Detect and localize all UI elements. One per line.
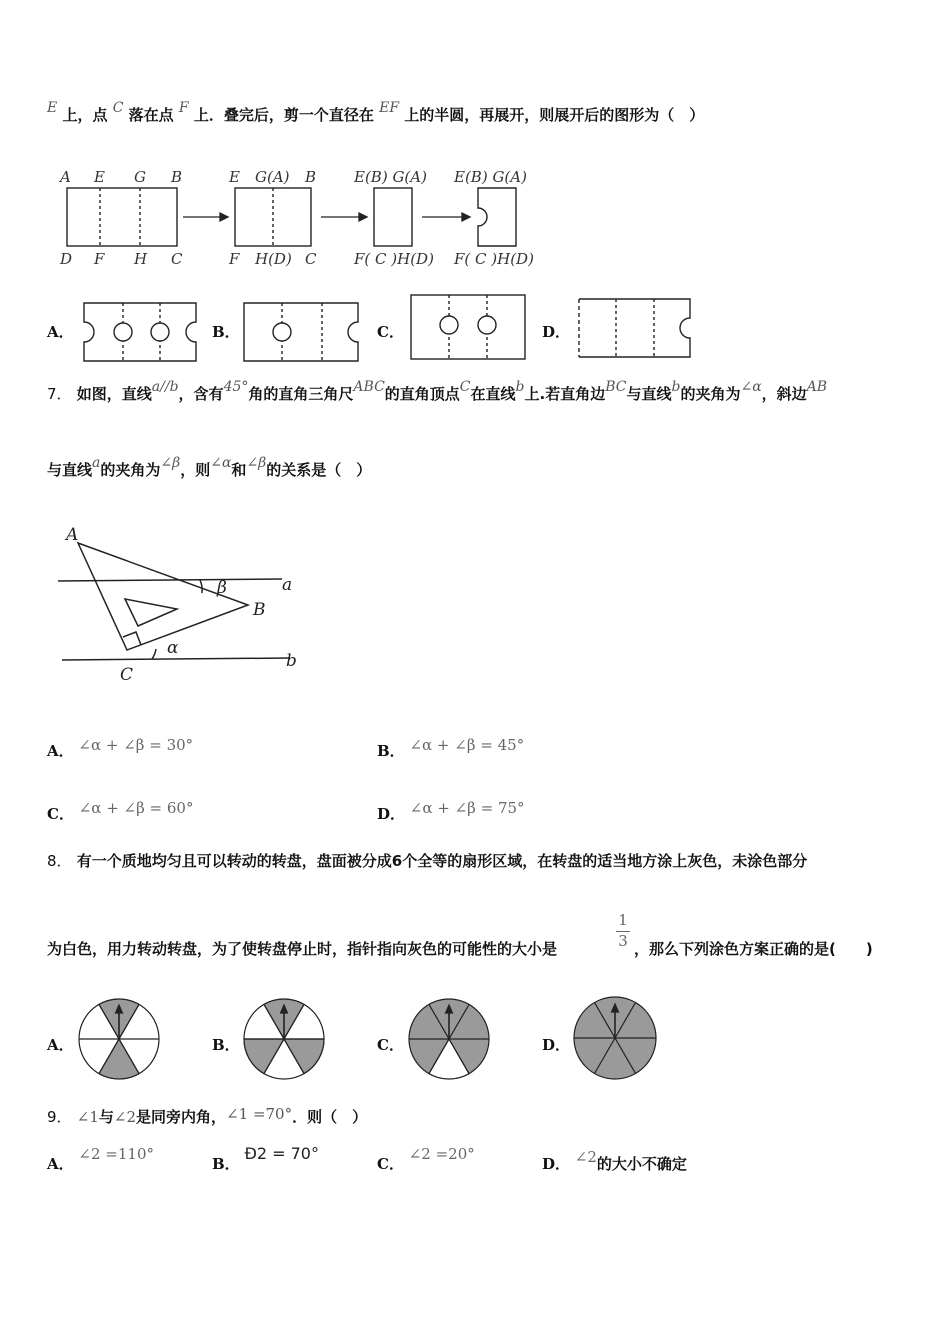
q7-triangle-figure [50, 520, 310, 685]
q7-text: 的关系是（ ） [266, 461, 372, 479]
fold-arrowhead-2 [359, 213, 367, 221]
fold-label-d: D [60, 250, 73, 268]
fold-arrowhead-1 [220, 213, 228, 221]
line-a [58, 579, 282, 581]
q7-math-bc: BC [605, 379, 627, 395]
fold-label-c: C [171, 250, 183, 268]
q9-option-c-label: C． [377, 1155, 404, 1173]
q7-option-d-expr: ∠α + ∠β = 75° [409, 799, 525, 817]
q9-option-a-label: A． [47, 1155, 74, 1173]
beta-label: β [217, 578, 227, 598]
q7-math-alpha: ∠α [740, 379, 762, 395]
vertex-b-label: B [253, 600, 266, 620]
q9-option-d[interactable] [542, 1148, 687, 1174]
q9-angle-1: ∠1 [76, 1108, 99, 1126]
q8-stem-line-2 [47, 938, 557, 959]
q7-math-alpha: ∠α [210, 455, 232, 471]
q9-option-c-expr: ∠2 =20° [408, 1145, 475, 1163]
fold-label-f: F [94, 250, 105, 268]
q8-option-a-spinner[interactable] [77, 997, 161, 1081]
q8-option-c-spinner[interactable] [407, 997, 491, 1081]
q6-point-e: E [47, 100, 58, 116]
q6-option-a-figure[interactable] [78, 300, 204, 364]
q6-option-d-label: D． [542, 323, 571, 341]
fold-label-b: B [171, 168, 183, 186]
right-angle-mark [123, 632, 141, 645]
q9-text: 是同旁内角， [136, 1108, 227, 1126]
fold-step-4-cut-shape [478, 188, 516, 246]
q9-angle-2: ∠2 [113, 1108, 137, 1126]
q6-text-4: 上的半圆，再展开，则展开后的图形为（ ） [404, 106, 705, 124]
line-b-label: b [286, 651, 297, 671]
fold-step-3-rect [374, 188, 412, 246]
triangle-inner-hole [125, 599, 177, 626]
fold-label-e: E [94, 168, 105, 186]
q9-option-d-expr: ∠2 [574, 1148, 597, 1166]
q7-number: 7． [47, 385, 72, 403]
q6-option-b-figure[interactable] [240, 300, 364, 364]
q7-option-b-label: B． [377, 742, 405, 760]
q7-math-abc: ABC [353, 379, 385, 395]
q6-text-2: 落在点 [128, 106, 174, 124]
fold-label-a: A [60, 168, 71, 186]
q6-folding-diagram [40, 160, 560, 275]
q8-option-c-label: C． [377, 1036, 404, 1054]
vertex-c-label: C [120, 665, 134, 685]
q8-text-1: 有一个质地均匀且可以转动的转盘，盘面被分成6个全等的扇形区域，在转盘的适当地方涂上灰色，未涂色部分 [76, 852, 808, 870]
fold2-label-ga: G(A) [255, 168, 290, 186]
angle-beta-arc [200, 580, 202, 593]
q9-option-a[interactable] [47, 1145, 155, 1174]
q9-option-c[interactable] [377, 1145, 475, 1174]
q9-stem [47, 1106, 367, 1127]
q7-math-c: C [459, 379, 471, 395]
q6-text-3: 上．叠完后，剪一个直径在 [193, 106, 374, 124]
q6-segment-ef: EF [379, 100, 400, 116]
q6-option-d-figure[interactable] [574, 296, 696, 360]
vertex-a-label: A [66, 525, 79, 545]
line-a-label: a [282, 575, 293, 595]
alpha-label: α [167, 638, 179, 658]
fold2-label-f: F [229, 250, 240, 268]
fold2-label-e: E [229, 168, 240, 186]
fold-step-1-rect [67, 188, 177, 246]
q6-option-c-label: C． [377, 323, 404, 341]
q7-math-b: b [671, 379, 681, 395]
q9-option-d-suffix: 的大小不确定 [596, 1155, 687, 1173]
angle-alpha-arc [152, 649, 156, 659]
q7-stem-line-1 [47, 379, 828, 404]
q7-math-45deg: 45° [223, 379, 249, 395]
q9-number: 9． [47, 1108, 72, 1126]
q8-option-d-spinner[interactable] [572, 995, 658, 1081]
q7-option-b[interactable] [377, 736, 525, 761]
q7-text: 与直线 [47, 461, 93, 479]
q7-text: 上.若直角边 [524, 385, 606, 403]
q7-option-c[interactable] [47, 799, 194, 824]
q9-text: 与 [98, 1108, 114, 1126]
q7-math-beta: ∠β [160, 455, 181, 471]
q6-stem-line [47, 100, 705, 125]
q7-math-ab: AB [806, 379, 828, 395]
q8-fraction-numerator: 1 [618, 911, 628, 929]
q7-option-d[interactable] [377, 799, 525, 824]
q8-text-3: ，那么下列涂色方案正确的是( ) [634, 940, 873, 958]
q7-stem-line-2 [47, 455, 372, 480]
q6-option-b-label: B． [212, 323, 240, 341]
fold3-label-bottom: F( C )H(D) [354, 250, 434, 268]
fold-arrowhead-3 [462, 213, 470, 221]
q7-text: ，则 [180, 461, 211, 479]
q7-text: 如图，直线 [76, 385, 152, 403]
q8-number: 8． [47, 852, 72, 870]
q7-option-c-label: C． [47, 805, 74, 823]
line-b [62, 658, 290, 660]
q7-option-d-label: D． [377, 805, 406, 823]
q7-option-a-expr: ∠α + ∠β = 30° [78, 736, 194, 754]
q8-option-a-label: A． [47, 1036, 74, 1054]
q8-text-2: 为白色，用力转动转盘，为了使转盘停止时，指针指向灰色的可能性的大小是 [47, 940, 558, 958]
q7-option-b-expr: ∠α + ∠β = 45° [409, 736, 525, 754]
q9-option-a-expr: ∠2 =110° [78, 1145, 155, 1163]
q7-math-a: a [92, 455, 101, 471]
q7-text: 的夹角为 [100, 461, 161, 479]
fold-label-g: G [134, 168, 146, 186]
q7-math-b: b [515, 379, 525, 395]
fold-label-h: H [134, 250, 148, 268]
q6-text-1: 上，点 [62, 106, 108, 124]
q7-text: 角的直角三角尺 [248, 385, 354, 403]
q7-text: 和 [231, 461, 247, 479]
q6-point-f: F [178, 100, 189, 116]
q9-option-b-label: B． [212, 1155, 240, 1173]
q7-math-beta: ∠β [246, 455, 267, 471]
q6-option-c-figure[interactable] [407, 292, 529, 362]
q6-point-c: C [112, 100, 124, 116]
q7-option-c-expr: ∠α + ∠β = 60° [78, 799, 194, 817]
fold2-label-b: B [305, 168, 317, 186]
q8-fraction-denominator: 3 [618, 932, 628, 950]
q8-stem-line-1 [47, 850, 807, 871]
q8-option-b-spinner[interactable] [242, 997, 326, 1081]
q8-fraction [614, 911, 632, 950]
q9-option-b-expr: Ð2 = 70° [244, 1144, 319, 1163]
q7-math-parallel: a//b [151, 379, 179, 395]
q9-text: ．则（ ） [292, 1108, 368, 1126]
fold2-label-c: C [305, 250, 317, 268]
q9-option-d-label: D． [542, 1155, 571, 1173]
q6-option-a-label: A． [47, 323, 74, 341]
q8-option-b-label: B． [212, 1036, 240, 1054]
q7-text: 的夹角为 [680, 385, 741, 403]
q7-text: ，含有 [178, 385, 224, 403]
fold4-label-top: E(B) G(A) [454, 168, 527, 186]
q8-option-d-label: D． [542, 1036, 571, 1054]
q7-text: 在直线 [470, 385, 516, 403]
q7-text: 的直角顶点 [384, 385, 460, 403]
fold2-label-hd: H(D) [255, 250, 292, 268]
fold4-label-bottom: F( C )H(D) [454, 250, 534, 268]
q7-text: ，斜边 [761, 385, 807, 403]
q9-option-b[interactable] [212, 1144, 319, 1174]
q7-option-a-label: A． [47, 742, 74, 760]
fold3-label-top: E(B) G(A) [354, 168, 427, 186]
q7-option-a[interactable] [47, 736, 194, 761]
q9-angle-1-value: ∠1 =70° [226, 1105, 293, 1123]
q7-text: 与直线 [626, 385, 672, 403]
